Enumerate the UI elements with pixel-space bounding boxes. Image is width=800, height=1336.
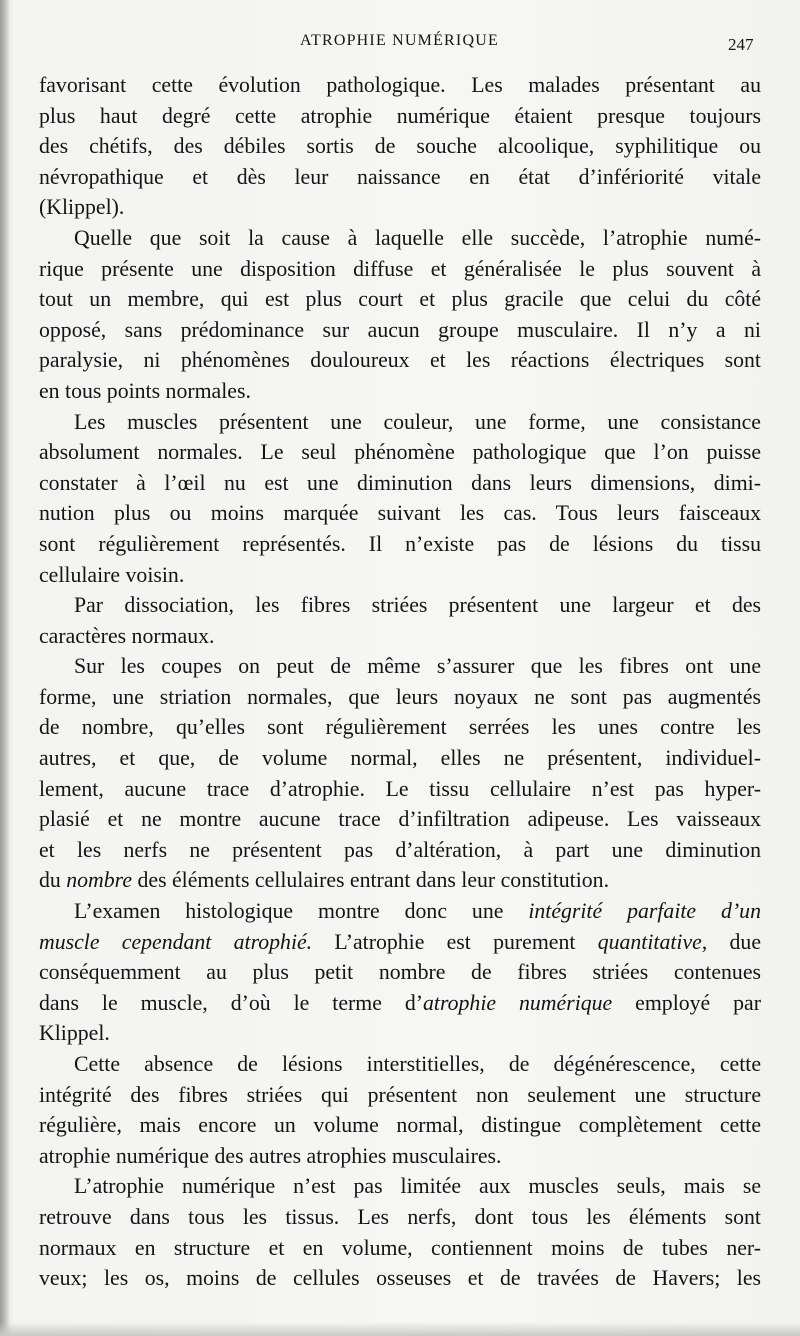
text-segment: L’atrophie numérique n’est pas limitée aux muscles seuls, mais se	[74, 1174, 761, 1199]
text-segment: forme, une striation normales, que leurs noyaux ne sont pas augmentés	[39, 684, 761, 709]
text-segment: Klippel.	[39, 1021, 110, 1046]
binding-shadow	[0, 0, 10, 1336]
text-segment: lement, aucune trace d’atrophie. Le tissu cellulaire n’est pas hyper-	[39, 776, 761, 801]
text-segment: cellulaire voisin.	[39, 562, 185, 587]
text-segment: (Klippel).	[39, 195, 125, 220]
text-line	[39, 1080, 761, 1111]
text-line	[39, 192, 761, 223]
text-segment: Par dissociation, les fibres striées présentent une largeur et des	[74, 593, 761, 618]
text-segment: rique présente une disposition diffuse et généralisée le plus souvent à	[39, 256, 761, 281]
text-line	[39, 529, 761, 560]
text-line	[39, 774, 761, 805]
text-line	[39, 498, 761, 529]
text-line	[39, 468, 761, 499]
text-line	[39, 1202, 761, 1233]
text-line	[39, 651, 761, 682]
text-segment: atrophie numérique des autres atrophies musculaires.	[39, 1143, 502, 1168]
text-line	[39, 957, 761, 988]
text-segment: intégrité des fibres striées qui présentent non seulement une structure	[39, 1082, 761, 1107]
text-segment: régulière, mais encore un volume normal, distingue complètement cette	[39, 1113, 761, 1138]
text-line	[39, 1263, 761, 1294]
text-line	[39, 804, 761, 835]
italic-text: nombre	[66, 868, 133, 893]
text-line	[39, 437, 761, 468]
body-text	[39, 70, 761, 1294]
text-segment: conséquemment au plus petit nombre de fibres striées contenues	[39, 960, 761, 985]
text-segment: Cette absence de lésions interstitielles, de dégénérescence, cette	[74, 1052, 761, 1076]
text-line	[39, 254, 761, 285]
text-line	[39, 682, 761, 713]
text-segment: des éléments cellulaires entrant dans leur constitution.	[132, 868, 610, 893]
text-segment: plus haut degré cette atrophie numérique étaient presque toujours	[39, 103, 761, 128]
text-segment: dans le muscle, d’où le terme d’	[39, 990, 423, 1015]
text-segment: névropathique et dès leur naissance en état d’infériorité vitale	[39, 164, 761, 189]
text-line	[39, 1171, 761, 1202]
text-line	[39, 621, 761, 652]
text-line	[39, 1049, 761, 1080]
text-segment: caractères normaux.	[39, 623, 215, 648]
text-line	[39, 927, 761, 958]
text-line	[39, 1110, 761, 1141]
text-line	[39, 560, 761, 591]
text-line	[39, 70, 761, 101]
page-number: 247	[728, 35, 754, 54]
text-segment: opposé, sans prédominance sur aucun groupe musculaire. Il n’y a ni	[39, 317, 761, 342]
text-segment: nution plus ou moins marquée suivant les cas. Tous leurs faisceaux	[39, 501, 761, 526]
text-line	[39, 407, 761, 438]
text-line	[39, 131, 761, 162]
text-line	[39, 743, 761, 774]
text-line	[39, 590, 761, 621]
text-segment: de nombre, qu’elles sont régulièrement serrées les unes contre les	[39, 715, 761, 740]
text-line	[39, 896, 761, 927]
text-segment: retrouve dans tous les tissus. Les nerfs, dont tous les éléments sont	[39, 1204, 761, 1229]
text-segment: autres, et que, de volume normal, elles ne présentent, individuel-	[39, 746, 761, 771]
text-line	[39, 376, 761, 407]
text-segment: Sur les coupes on peut de même s’assurer que les fibres ont une	[74, 654, 761, 679]
text-segment: employé par	[612, 990, 761, 1015]
text-segment: veux; les os, moins de cellules osseuses et de travées de Havers; les	[39, 1266, 761, 1291]
text-segment: due	[707, 929, 761, 954]
italic-text: intégrité parfaite d’un	[528, 899, 761, 924]
text-segment: Quelle que soit la cause à laquelle elle succède, l’atrophie numé-	[74, 225, 761, 250]
text-line	[39, 284, 761, 315]
text-segment: du	[39, 868, 67, 893]
italic-text: quantitative,	[597, 929, 708, 954]
text-line	[39, 865, 761, 896]
text-segment: constater à l’œil nu est une diminution dans leurs dimensions, dimi-	[39, 470, 761, 495]
text-line	[39, 835, 761, 866]
text-segment: paralysie, ni phénomènes douloureux et les réactions électriques sont	[39, 348, 761, 373]
text-segment: absolument normales. Le seul phénomène pathologique que l’on puisse	[39, 440, 761, 465]
text-segment: tout un membre, qui est plus court et plus gracile que celui du côté	[39, 287, 761, 312]
text-segment: et les nerfs ne présentent pas d’altération, à part une diminution	[39, 837, 761, 862]
text-segment: des chétifs, des débiles sortis de souche alcoolique, syphilitique ou	[39, 134, 761, 159]
text-line	[39, 1233, 761, 1264]
text-line	[39, 712, 761, 743]
page-edge-shadow	[0, 1322, 800, 1336]
text-line	[39, 345, 761, 376]
text-line	[39, 1018, 761, 1049]
text-segment: favorisant cette évolution pathologique. Les malades présentant au	[39, 73, 761, 97]
text-segment: L’examen histologique montre donc une	[74, 899, 529, 924]
text-segment: Les muscles présentent une couleur, une forme, une consistance	[74, 409, 761, 434]
text-line	[39, 1141, 761, 1172]
running-head	[0, 30, 800, 58]
text-segment: plasié et ne montre aucune trace d’infiltration adipeuse. Les vaisseaux	[39, 807, 761, 832]
text-segment: L’atrophie est purement	[312, 929, 598, 954]
text-line	[39, 988, 761, 1019]
text-segment: en tous points normales.	[39, 378, 251, 403]
running-title: ATROPHIE NUMÉRIQUE	[300, 32, 499, 49]
text-line	[39, 223, 761, 254]
text-segment: normaux en structure et en volume, contiennent moins de tubes ner-	[39, 1235, 761, 1260]
italic-text: atrophie numérique	[423, 990, 613, 1015]
text-line	[39, 101, 761, 132]
italic-text: muscle cependant atrophié.	[39, 929, 313, 954]
text-line	[39, 315, 761, 346]
text-line	[39, 162, 761, 193]
text-segment: sont régulièrement représentés. Il n’existe pas de lésions du tissu	[39, 531, 761, 556]
